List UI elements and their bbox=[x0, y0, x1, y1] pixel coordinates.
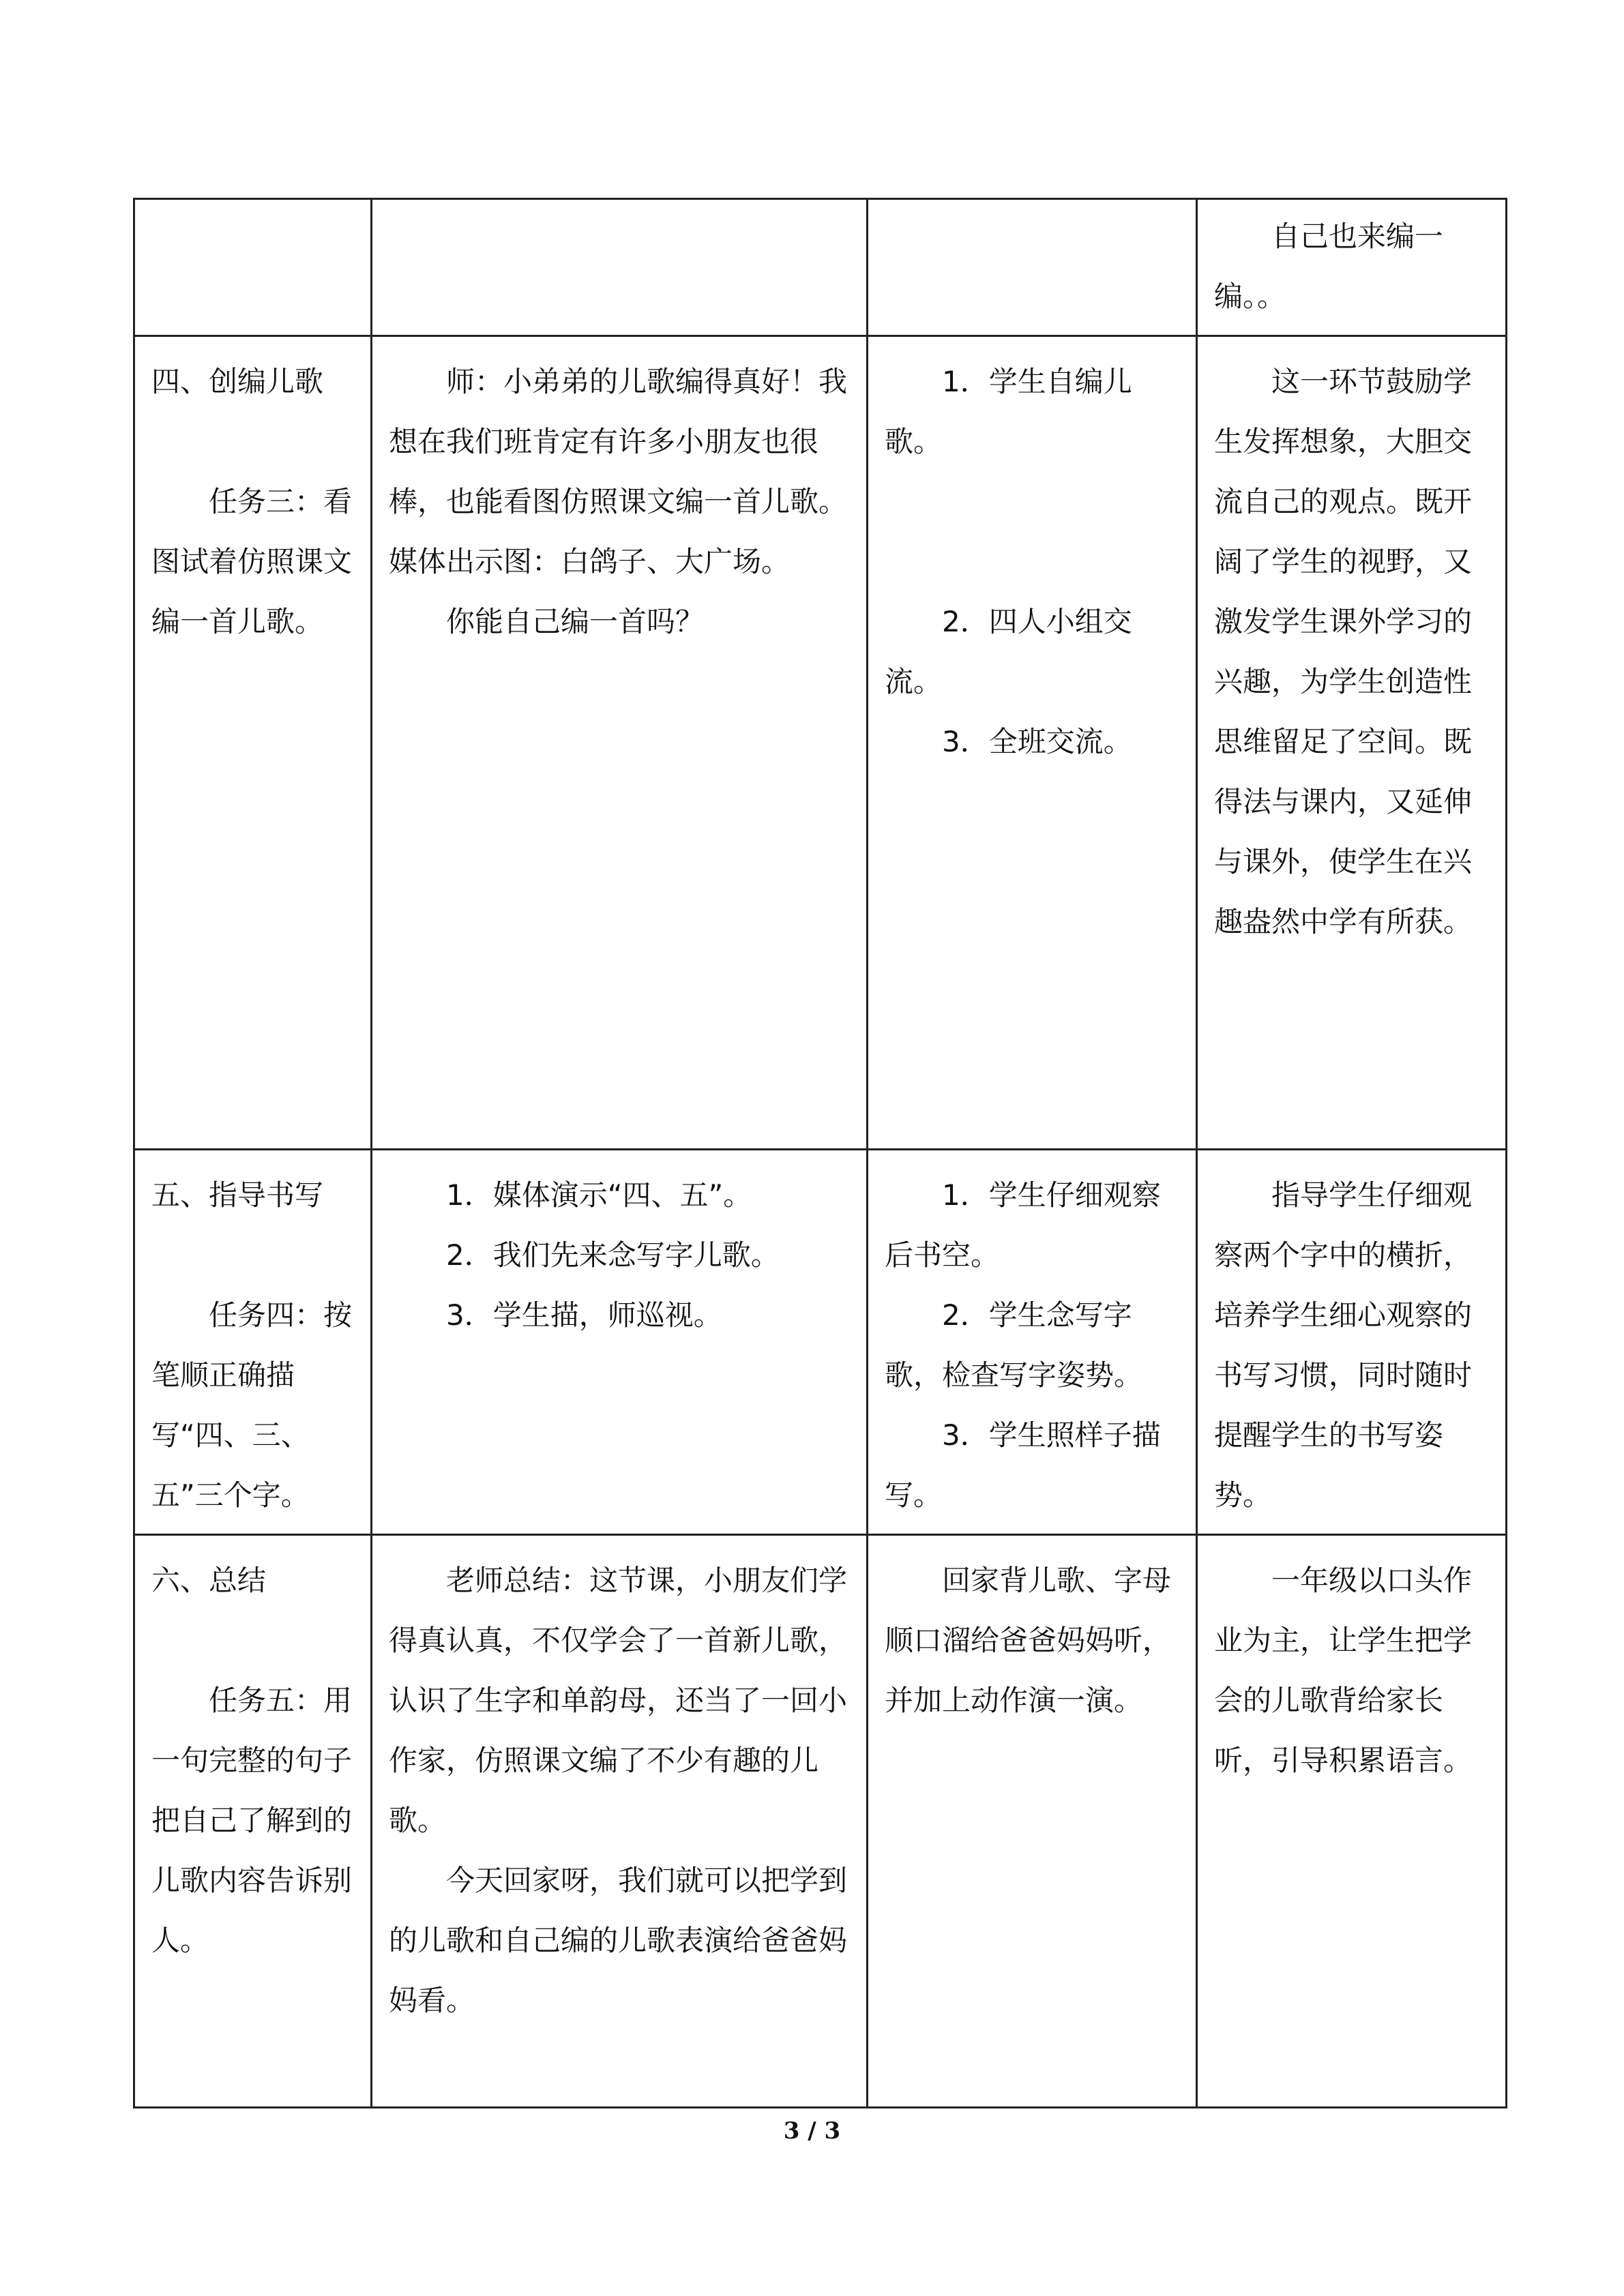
table-row-create-rhyme bbox=[134, 336, 1507, 1150]
student-step: 3．学生照样子描写。 bbox=[885, 1418, 1161, 1512]
student-text: 回家背儿歌、字母顺口溜给爸爸妈妈听，并加上动作演一演。 bbox=[885, 1564, 1172, 1717]
cell-stage bbox=[134, 1150, 372, 1535]
cell-teacher bbox=[372, 336, 868, 1150]
student-step: 1．学生自编儿歌。 bbox=[885, 365, 1132, 458]
cell-stage bbox=[134, 336, 372, 1150]
teacher-step: 3．学生描，师巡视。 bbox=[446, 1298, 722, 1332]
teacher-step: 1．媒体演示“四、五”。 bbox=[446, 1178, 752, 1212]
student-step: 2．学生念写字歌，检查写字姿势。 bbox=[885, 1298, 1143, 1392]
lesson-plan-table bbox=[133, 198, 1507, 2108]
teacher-paragraph: 今天回家呀，我们就可以把学到的儿歌和自己编的儿歌表演给爸爸妈妈看。 bbox=[389, 1864, 848, 2017]
task-text: 任务四：按笔顺正确描写“四、三、五”三个字。 bbox=[151, 1298, 353, 1512]
cell-student bbox=[868, 199, 1197, 336]
intent-text: 一年级以口头作业为主，让学生把学会的儿歌背给家长听，引导积累语言。 bbox=[1214, 1564, 1473, 1777]
table-row-summary bbox=[134, 1535, 1507, 2108]
cell-teacher bbox=[372, 199, 868, 336]
teacher-step: 2．我们先来念写字儿歌。 bbox=[446, 1238, 780, 1272]
cell-intent bbox=[1197, 1535, 1507, 2108]
student-step: 1．学生仔细观察后书空。 bbox=[885, 1178, 1161, 1272]
intent-text: 自己也来编一编。。 bbox=[1214, 220, 1444, 313]
teacher-paragraph: 老师总结：这节课，小朋友们学得真认真，不仅学会了一首新儿歌，认识了生字和单韵母，还当了一回小作家，仿照课文编了不少有趣的儿歌。 bbox=[389, 1564, 848, 1837]
intent-text: 这一环节鼓励学生发挥想象，大胆交流自己的观点。既开阔了学生的视野，又激发学生课外学习的兴趣，为学生创造性思维留足了空间。既得法与课内，又延伸与课外，使学生在兴趣盎然中学有所获。 bbox=[1214, 365, 1473, 938]
page-number: 3 / 3 bbox=[783, 2117, 841, 2145]
task-text: 任务五：用一句完整的句子把自己了解到的儿歌内容告诉别人。 bbox=[151, 1684, 353, 1957]
student-step: 2．四人小组交流。 bbox=[885, 605, 1132, 698]
cell-teacher bbox=[372, 1535, 868, 2108]
stage-title: 五、指导书写 bbox=[151, 1178, 324, 1212]
cell-intent bbox=[1197, 199, 1507, 336]
cell-student bbox=[868, 1535, 1197, 2108]
task-text: 任务三：看图试着仿照课文编一首儿歌。 bbox=[151, 485, 353, 638]
cell-teacher bbox=[372, 1150, 868, 1535]
cell-stage bbox=[134, 199, 372, 336]
stage-title: 四、创编儿歌 bbox=[151, 365, 324, 398]
teacher-paragraph: 你能自己编一首吗？ bbox=[446, 605, 705, 638]
student-step: 3．全班交流。 bbox=[942, 725, 1132, 758]
table-row-writing-guide bbox=[134, 1150, 1507, 1535]
table-row-continuation bbox=[134, 199, 1507, 336]
cell-stage bbox=[134, 1535, 372, 2108]
cell-intent bbox=[1197, 336, 1507, 1150]
intent-text: 指导学生仔细观察两个字中的横折，培养学生细心观察的书写习惯，同时随时提醒学生的书写姿势。 bbox=[1214, 1178, 1473, 1512]
stage-title: 六、总结 bbox=[151, 1564, 267, 1597]
cell-student bbox=[868, 1150, 1197, 1535]
cell-intent bbox=[1197, 1150, 1507, 1535]
cell-student bbox=[868, 336, 1197, 1150]
teacher-paragraph: 师：小弟弟的儿歌编得真好！我想在我们班肯定有许多小朋友也很棒，也能看图仿照课文编一首儿歌。媒体出示图：白鸽子、大广场。 bbox=[389, 365, 848, 578]
